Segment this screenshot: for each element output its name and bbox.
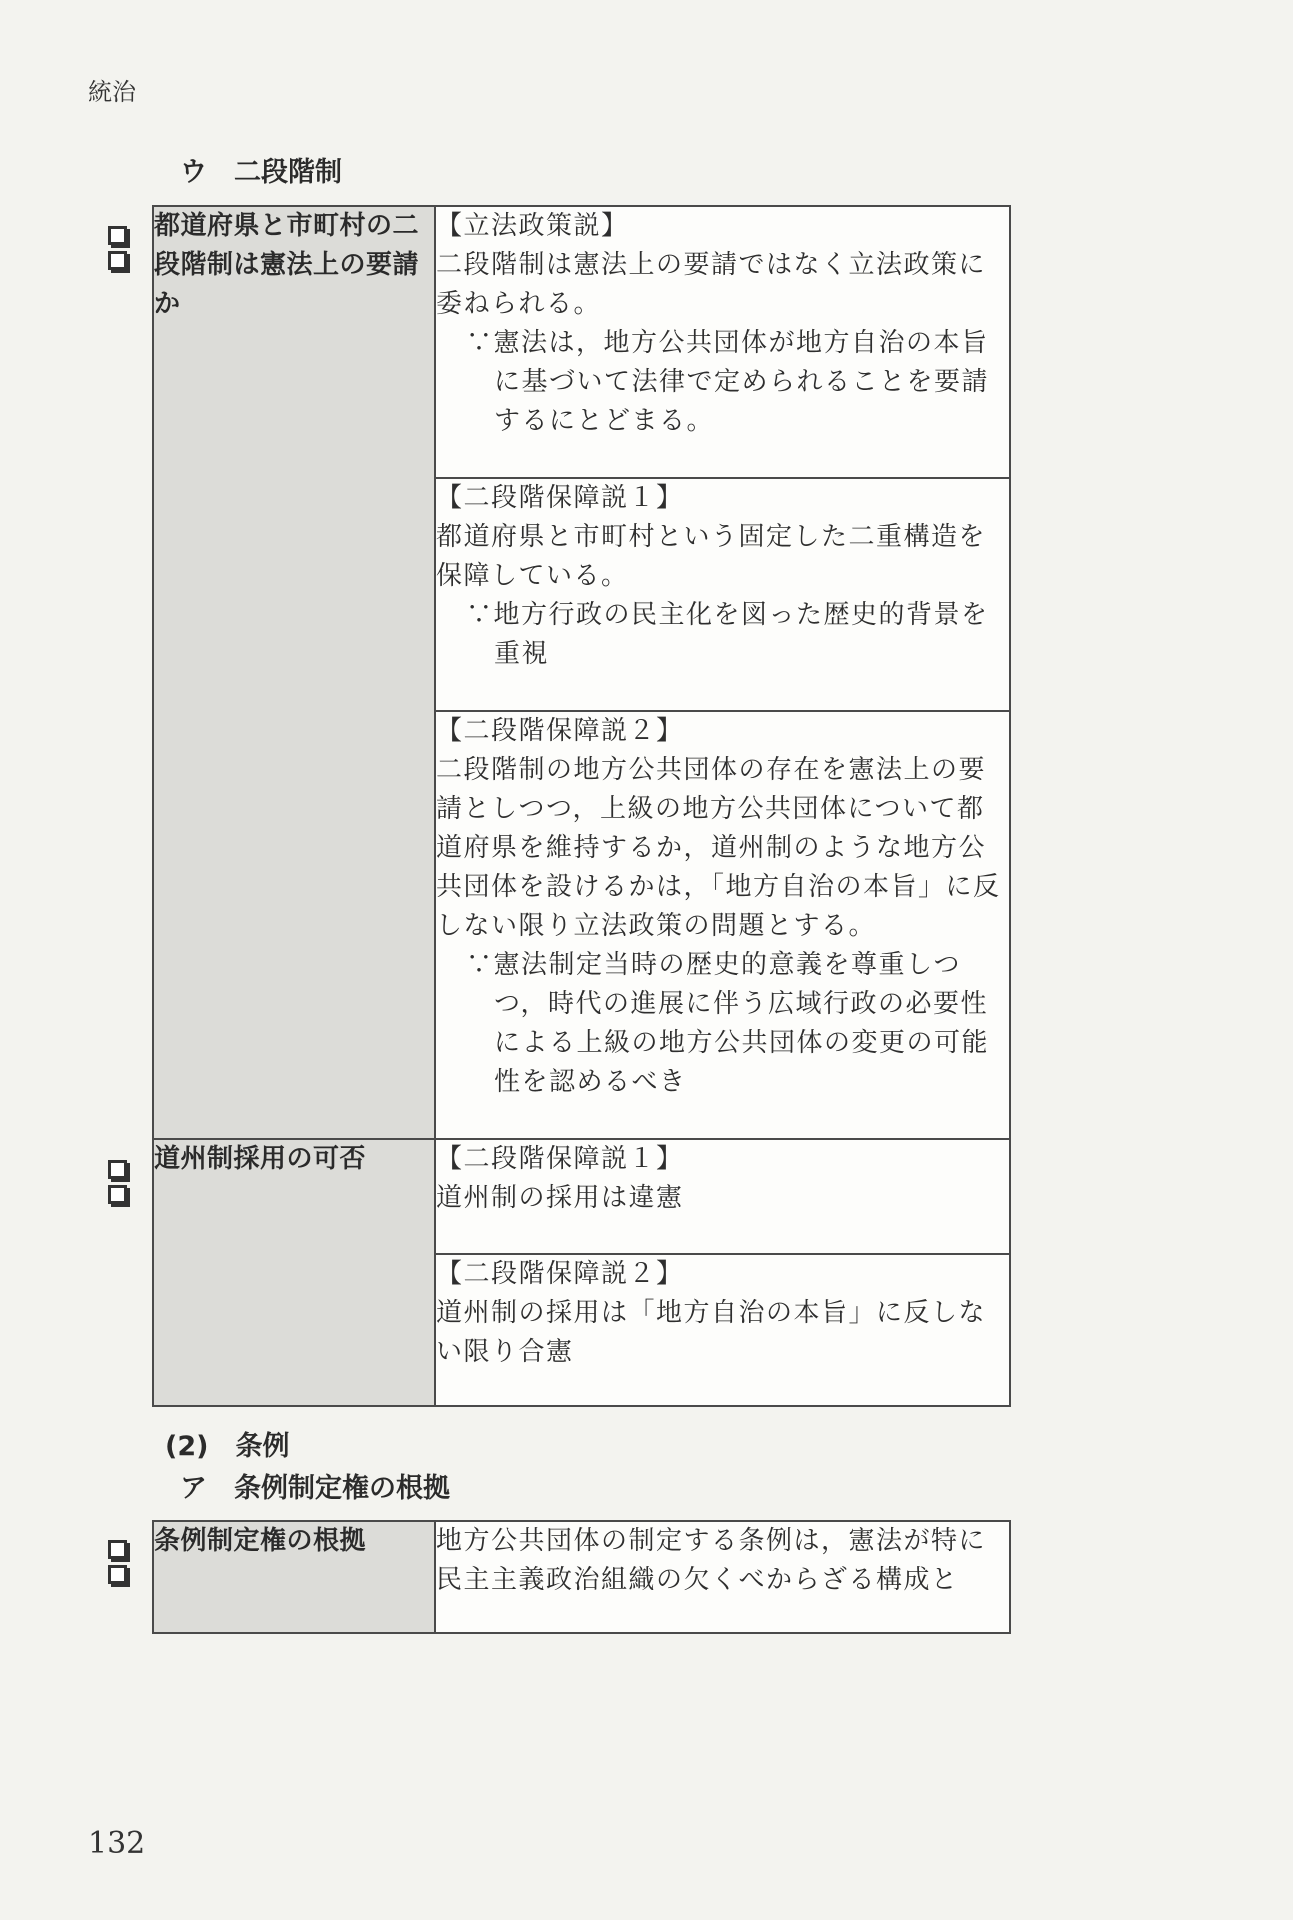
theory-name: 【二段階保障説２】 bbox=[436, 716, 684, 746]
theory-reason: ∵憲法制定当時の歴史的意義を尊重しつつ，時代の進展に伴う広域行政の必要性による上級の地方公共団体の変更の可能性を認めるべき bbox=[466, 950, 990, 1097]
running-header: 統治 bbox=[88, 78, 136, 106]
issue-cell: 都道府県と市町村の二段階制は憲法上の要請か bbox=[153, 206, 435, 1139]
checkbox[interactable] bbox=[108, 1565, 127, 1584]
theory-name: 【二段階保障説１】 bbox=[436, 1144, 684, 1174]
theory-body: 都道府県と市町村という固定した二重構造を保障している。 bbox=[436, 522, 987, 591]
theory-body: 地方公共団体の制定する条例は，憲法が特に民主主義政治組織の欠くべからざる構成と bbox=[436, 1526, 987, 1595]
checkbox[interactable] bbox=[108, 1540, 127, 1559]
theory-name: 【二段階保障説１】 bbox=[436, 483, 684, 513]
checkbox[interactable] bbox=[108, 1185, 127, 1204]
page-number: 132 bbox=[88, 1826, 146, 1861]
checkbox-group-3 bbox=[108, 1540, 127, 1584]
section-title-ordinance: (2) 条例 bbox=[165, 1431, 290, 1462]
theory-cell bbox=[435, 1139, 1010, 1254]
section-title-ordinance-basis: ア 条例制定権の根拠 bbox=[180, 1473, 450, 1504]
theory-reason: ∵地方行政の民主化を図った歴史的背景を重視 bbox=[466, 600, 989, 669]
theory-cell bbox=[435, 711, 1010, 1139]
theory-body: 二段階制は憲法上の要請ではなく立法政策に委ねられる。 bbox=[436, 250, 987, 319]
theory-reason: ∵憲法は，地方公共団体が地方自治の本旨に基づいて法律で定められることを要請するにとどまる。 bbox=[466, 328, 990, 436]
two-tier-table bbox=[152, 205, 1011, 1407]
checkbox[interactable] bbox=[108, 226, 127, 245]
theory-cell bbox=[435, 1521, 1010, 1633]
theory-name: 【立法政策説】 bbox=[436, 211, 629, 241]
issue-cell: 道州制採用の可否 bbox=[153, 1139, 435, 1406]
checkbox[interactable] bbox=[108, 251, 127, 270]
theory-cell bbox=[435, 206, 1010, 478]
issue-cell: 条例制定権の根拠 bbox=[153, 1521, 435, 1633]
theory-cell bbox=[435, 478, 1010, 711]
ordinance-table bbox=[152, 1520, 1011, 1634]
theory-name: 【二段階保障説２】 bbox=[436, 1259, 684, 1289]
checkbox-group-1 bbox=[108, 226, 127, 270]
section-title-two-tier: ウ 二段階制 bbox=[180, 157, 342, 188]
theory-cell bbox=[435, 1254, 1010, 1406]
checkbox-group-2 bbox=[108, 1160, 127, 1204]
theory-body: 道州制の採用は「地方自治の本旨」に反しない限り合憲 bbox=[436, 1298, 987, 1367]
checkbox[interactable] bbox=[108, 1160, 127, 1179]
theory-body: 道州制の採用は違憲 bbox=[436, 1183, 684, 1213]
theory-body: 二段階制の地方公共団体の存在を憲法上の要請としつつ，上級の地方公共団体について都道府県を維持するか，道州制のような地方公共団体を設けるかは，「地方自治の本旨」に反しない限り立法政策の問題とする。 bbox=[436, 755, 1001, 941]
